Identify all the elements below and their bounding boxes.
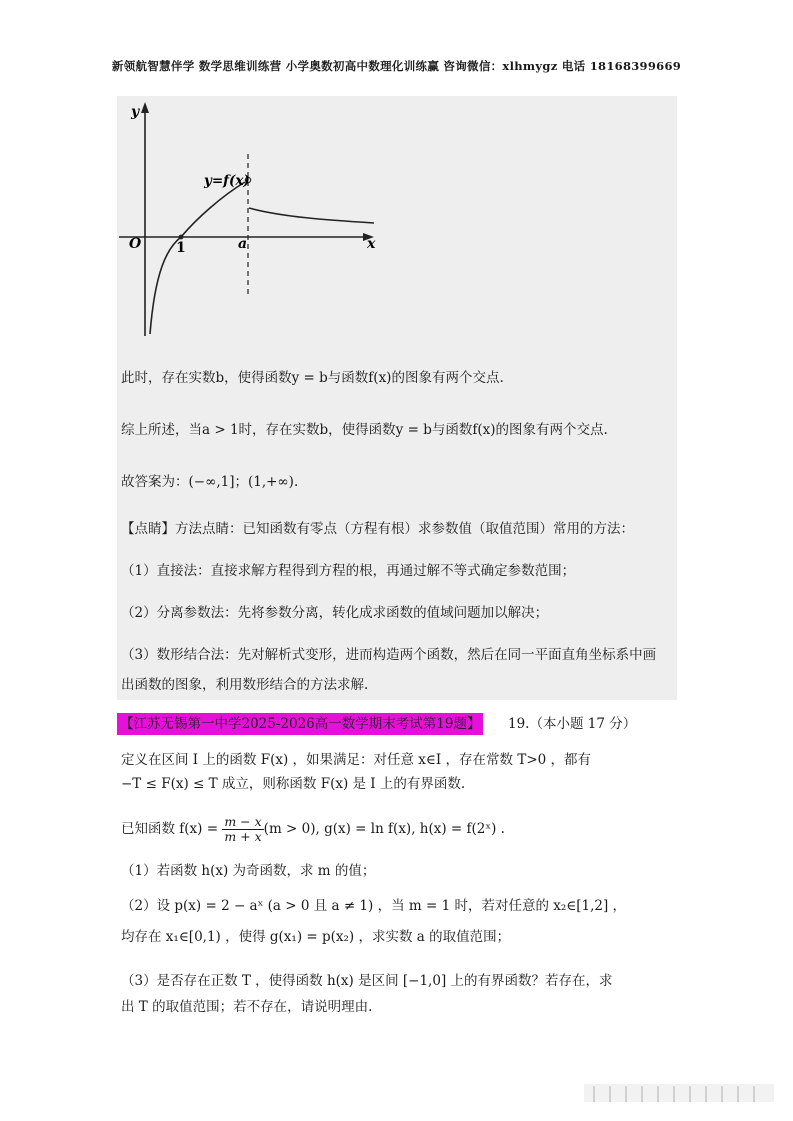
x-axis-label: x <box>367 236 376 252</box>
function-graph <box>117 96 387 346</box>
curve-right-branch <box>249 208 374 223</box>
x-a-label: a <box>238 236 248 252</box>
x-one-label: 1 <box>176 240 186 256</box>
curve-left-branch <box>150 182 248 334</box>
given-function <box>121 814 505 844</box>
watermark-bars <box>584 1080 774 1106</box>
answer-line: 故答案为：(−∞,1]；(1,+∞). <box>121 474 299 490</box>
solution-line-1: 此时，存在实数b，使得函数y = b与函数f(x)的图象有两个交点. <box>121 370 504 386</box>
tip-title: 【点睛】方法点睛：已知函数有零点（方程有根）求参数值（取值范围）常用的方法： <box>121 521 634 537</box>
question-3b: 出 T 的取值范围；若不存在，请说明理由. <box>121 999 373 1015</box>
given-suffix: (m > 0), g(x) = ln f(x), h(x) = f(2ˣ) . <box>263 821 505 837</box>
zero-point <box>179 235 184 240</box>
y-axis-label: y <box>131 104 140 120</box>
question-3a: （3）是否存在正数 T ，使得函数 h(x) 是区间 [−1,0] 上的有界函数？若存在，求 <box>121 973 613 989</box>
curve-label: y=f(x) <box>204 173 250 189</box>
tip-method-1: （1）直接法：直接求解方程得到方程的根，再通过解不等式确定参数范围； <box>121 563 576 579</box>
definition-line-2: −T ≤ F(x) ≤ T 成立，则称函数 F(x) 是 I 上的有界函数. <box>121 776 466 792</box>
tip-method-2: （2）分离参数法：先将参数分离，转化成求函数的值域问题加以解决； <box>121 605 549 621</box>
problem-source-highlight: 【江苏无锡第一中学2025-2026高一数学期末考试第19题】 <box>117 713 483 735</box>
origin-label: O <box>129 236 142 252</box>
given-fraction <box>222 815 263 844</box>
page-header: 新领航智慧伴学 数学思维训练营 小学奥数初高中数理化训练赢 咨询微信：xlhmygz 电话 18168399669 <box>111 59 682 73</box>
tip-method-3b: 出函数的图象，利用数形结合的方法求解. <box>121 677 369 693</box>
question-1: （1）若函数 h(x) 为奇函数，求 m 的值； <box>121 863 376 879</box>
fraction-numerator: m − x <box>224 814 262 829</box>
definition-line-1: 定义在区间 I 上的函数 F(x) ，如果满足：对任意 x∈I ，存在常数 T>0 ，都有 <box>121 752 592 768</box>
question-2a: （2）设 p(x) = 2 − aˣ (a > 0 且 a ≠ 1) ，当 m = 1 时，若对任意的 x₂∈[1,2] ， <box>121 898 627 914</box>
y-axis-arrow <box>141 102 149 113</box>
solution-line-2: 综上所述，当a > 1时，存在实数b，使得函数y = b与函数f(x)的图象有两个交点. <box>121 422 608 438</box>
problem-number: 19.（本小题 17 分） <box>508 716 637 732</box>
tip-method-3a: （3）数形结合法：先对解析式变形，进而构造两个函数，然后在同一平面直角坐标系中画 <box>121 647 657 663</box>
question-2b: 均存在 x₁∈[0,1) ，使得 g(x₁) = p(x₂) ，求实数 a 的取值范围； <box>121 929 511 945</box>
given-prefix: 已知函数 f(x) = <box>121 821 223 837</box>
fraction-denominator: m + x <box>224 829 262 844</box>
